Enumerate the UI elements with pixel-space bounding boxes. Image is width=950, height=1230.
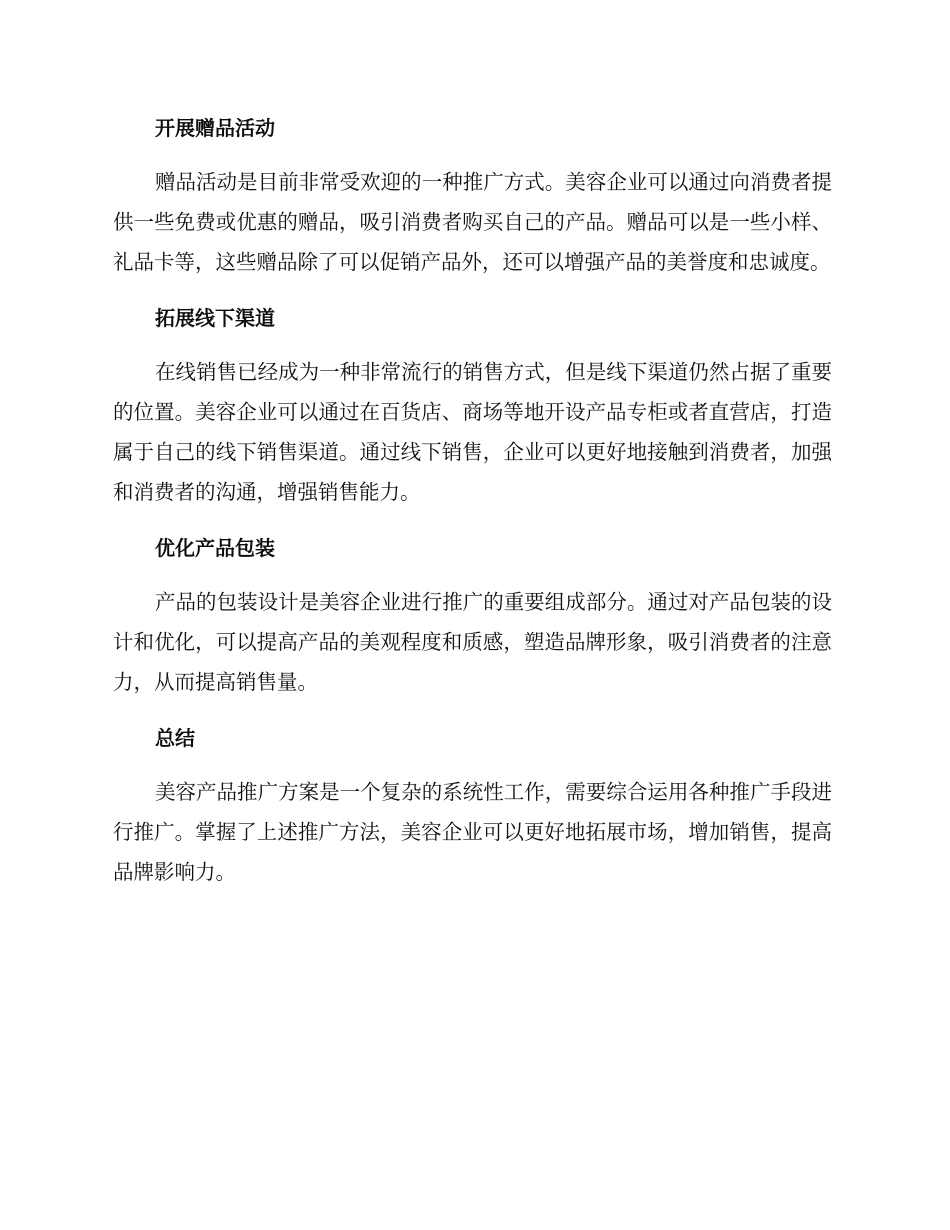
section-heading: 开展赠品活动: [155, 116, 275, 140]
section-gift-activity: [113, 108, 832, 282]
section-paragraph: 在线销售已经成为一种非常流行的销售方式，但是线下渠道仍然占据了重要的位置。美容企业可以通过在百货店、商场等地开设产品专柜或者直营店，打造属于自己的线下销售渠道。通过线下销售，企业可以更好地接触到消费者，加强和消费者的沟通，增强销售能力。: [113, 360, 832, 504]
section-heading: 拓展线下渠道: [155, 306, 275, 330]
section-heading: 优化产品包装: [155, 536, 275, 560]
section-paragraph: 美容产品推广方案是一个复杂的系统性工作，需要综合运用各种推广手段进行推广。掌握了上述推广方法，美容企业可以更好地拓展市场，增加销售，提高品牌影响力。: [113, 780, 832, 884]
section-paragraph: 赠品活动是目前非常受欢迎的一种推广方式。美容企业可以通过向消费者提供一些免费或优惠的赠品，吸引消费者购买自己的产品。赠品可以是一些小样、礼品卡等，这些赠品除了可以促销产品外，还可以增强产品的美誉度和忠诚度。: [113, 170, 832, 274]
section-summary: [113, 718, 832, 892]
section-heading: 总结: [155, 726, 195, 750]
section-offline-channels: [113, 298, 832, 512]
section-paragraph: 产品的包装设计是美容企业进行推广的重要组成部分。通过对产品包装的设计和优化，可以提高产品的美观程度和质感，塑造品牌形象，吸引消费者的注意力，从而提高销售量。: [113, 590, 832, 694]
section-packaging: [113, 528, 832, 702]
